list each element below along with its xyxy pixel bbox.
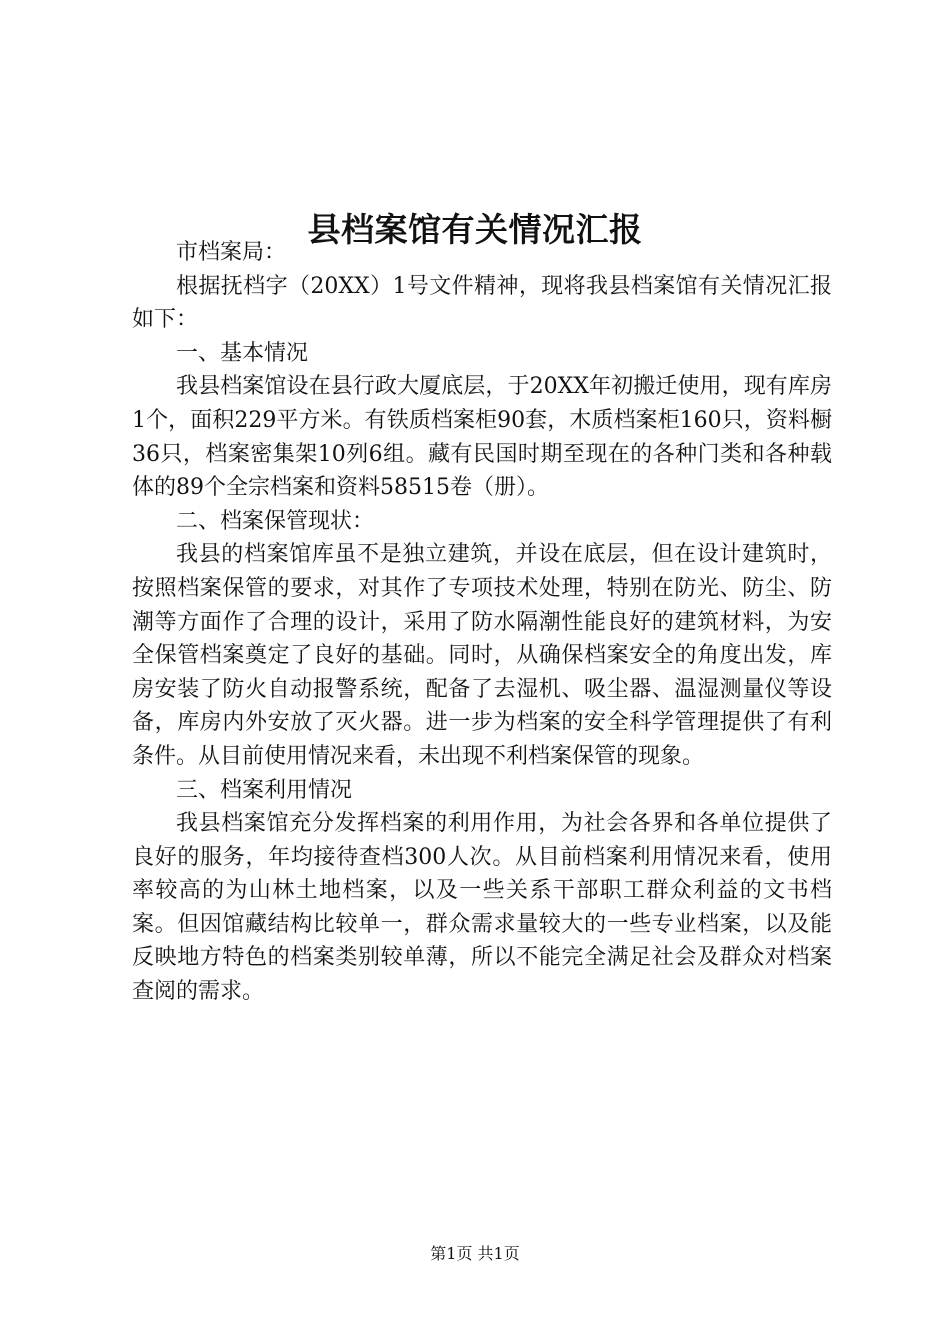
storage-status-paragraph: 我县的档案馆库虽不是独立建筑，并设在底层，但在设计建筑时，按照档案保管的要求，对其作了专项技术处理，特别在防光、防尘、防潮等方面作了合理的设计，采用了防水隔潮性能良好的建筑材料，为安全保管档案奠定了良好的基础。同时，从确保档案安全的角度出发，库房安装了防火自动报警系统，配备了去湿机、吸尘器、温湿测量仪等设备，库房内外安放了灭火器。进一步为档案的安全科学管理提供了有利条件。从目前使用情况来看，未出现不利档案保管的现象。 bbox=[132, 542, 832, 769]
basic-info-paragraph: 我县档案馆设在县行政大厦底层，于20XX年初搬迁使用，现有库房1个，面积229平方米。有铁质档案柜90套，木质档案柜160只，资料橱36只，档案密集架10列6组。藏有民国时期至现在的各种门类和各种载体的89个全宗档案和资料58515卷（册）。 bbox=[132, 374, 832, 501]
page-number-footer: 第1页 共1页 bbox=[430, 1244, 520, 1263]
document-title: 县档案馆有关情况汇报 bbox=[307, 210, 643, 250]
section-heading-basic-info: 一、基本情况 bbox=[176, 340, 309, 366]
section-heading-storage-status: 二、档案保管现状： bbox=[176, 508, 375, 534]
section-heading-usage: 三、档案利用情况 bbox=[176, 777, 353, 803]
usage-paragraph: 我县档案馆充分发挥档案的利用作用，为社会各界和各单位提供了良好的服务，年均接待查档300人次。从目前档案利用情况来看，使用率较高的为山林土地档案，以及一些关系干部职工群众利益的文书档案。但因馆藏结构比较单一，群众需求量较大的一些专业档案，以及能反映地方特色的档案类别较单薄，所以不能完全满足社会及群众对档案查阅的需求。 bbox=[132, 811, 832, 1005]
salutation: 市档案局： bbox=[176, 240, 287, 265]
document-body bbox=[132, 236, 832, 1009]
intro-paragraph: 根据抚档字（20XX）1号文件精神，现将我县档案馆有关情况汇报如下： bbox=[132, 273, 832, 333]
